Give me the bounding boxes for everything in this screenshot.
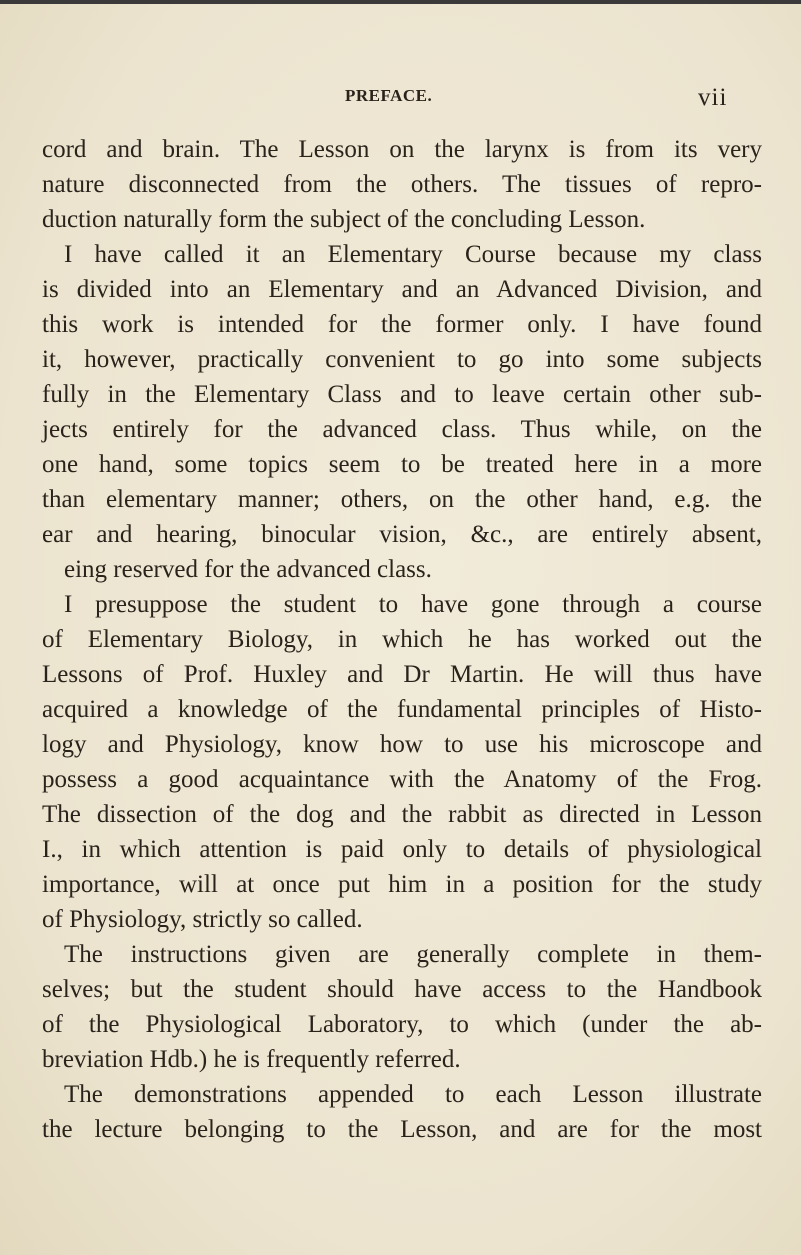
running-head: PREFACE.: [345, 86, 433, 105]
text-line: duction naturally form the subject of the concluding Lesson.: [42, 206, 646, 233]
text-line: The demonstrations appended to each Lesson illustrate: [64, 1081, 762, 1108]
text-line: this work is intended for the former only. I have found: [42, 311, 762, 338]
top-edge-rule: [0, 0, 801, 4]
text-line: jects entirely for the advanced class. Thus while, on the: [42, 416, 762, 443]
text-line: Lessons of Prof. Huxley and Dr Martin. He will thus have: [42, 661, 762, 688]
text-line: fully in the Elementary Class and to leave certain other sub-: [42, 381, 762, 408]
text-line: possess a good acquaintance with the Anatomy of the Frog.: [42, 766, 762, 793]
text-line: I presuppose the student to have gone through a course: [64, 591, 762, 618]
body-text: [42, 132, 762, 1147]
text-line: is divided into an Elementary and an Advanced Division, and: [42, 276, 762, 303]
text-line: of Physiology, strictly so called.: [42, 906, 363, 933]
text-line: acquired a knowledge of the fundamental principles of Histo-: [42, 696, 762, 723]
page-header: [0, 84, 801, 114]
page-number: vii: [698, 84, 728, 111]
text-line: selves; but the student should have access to the Handbook: [42, 976, 762, 1003]
text-line: The instructions given are generally complete in them-: [64, 941, 762, 968]
text-line: than elementary manner; others, on the other hand, e.g. the: [42, 486, 762, 513]
text-line: nature disconnected from the others. The tissues of repro-: [42, 171, 762, 198]
text-line: ear and hearing, binocular vision, &c., are entirely absent,: [42, 521, 762, 548]
text-line: breviation Hdb.) he is frequently referred.: [42, 1046, 461, 1073]
text-line: The dissection of the dog and the rabbit as directed in Lesson: [42, 801, 762, 828]
text-line: the lecture belonging to the Lesson, and are for the most: [42, 1116, 762, 1143]
text-line: eing reserved for the advanced class.: [64, 556, 432, 583]
text-line: I., in which attention is paid only to details of physiological: [42, 836, 762, 863]
text-line: of Elementary Biology, in which he has worked out the: [42, 626, 762, 653]
text-line: one hand, some topics seem to be treated here in a more: [42, 451, 762, 478]
text-line: logy and Physiology, know how to use his microscope and: [42, 731, 762, 758]
text-line: I have called it an Elementary Course because my class: [64, 241, 762, 268]
text-line: importance, will at once put him in a position for the study: [42, 871, 762, 898]
text-line: it, however, practically convenient to go into some subjects: [42, 346, 762, 373]
text-line: cord and brain. The Lesson on the larynx is from its very: [42, 136, 762, 163]
text-line: of the Physiological Laboratory, to which (under the ab-: [42, 1011, 762, 1038]
